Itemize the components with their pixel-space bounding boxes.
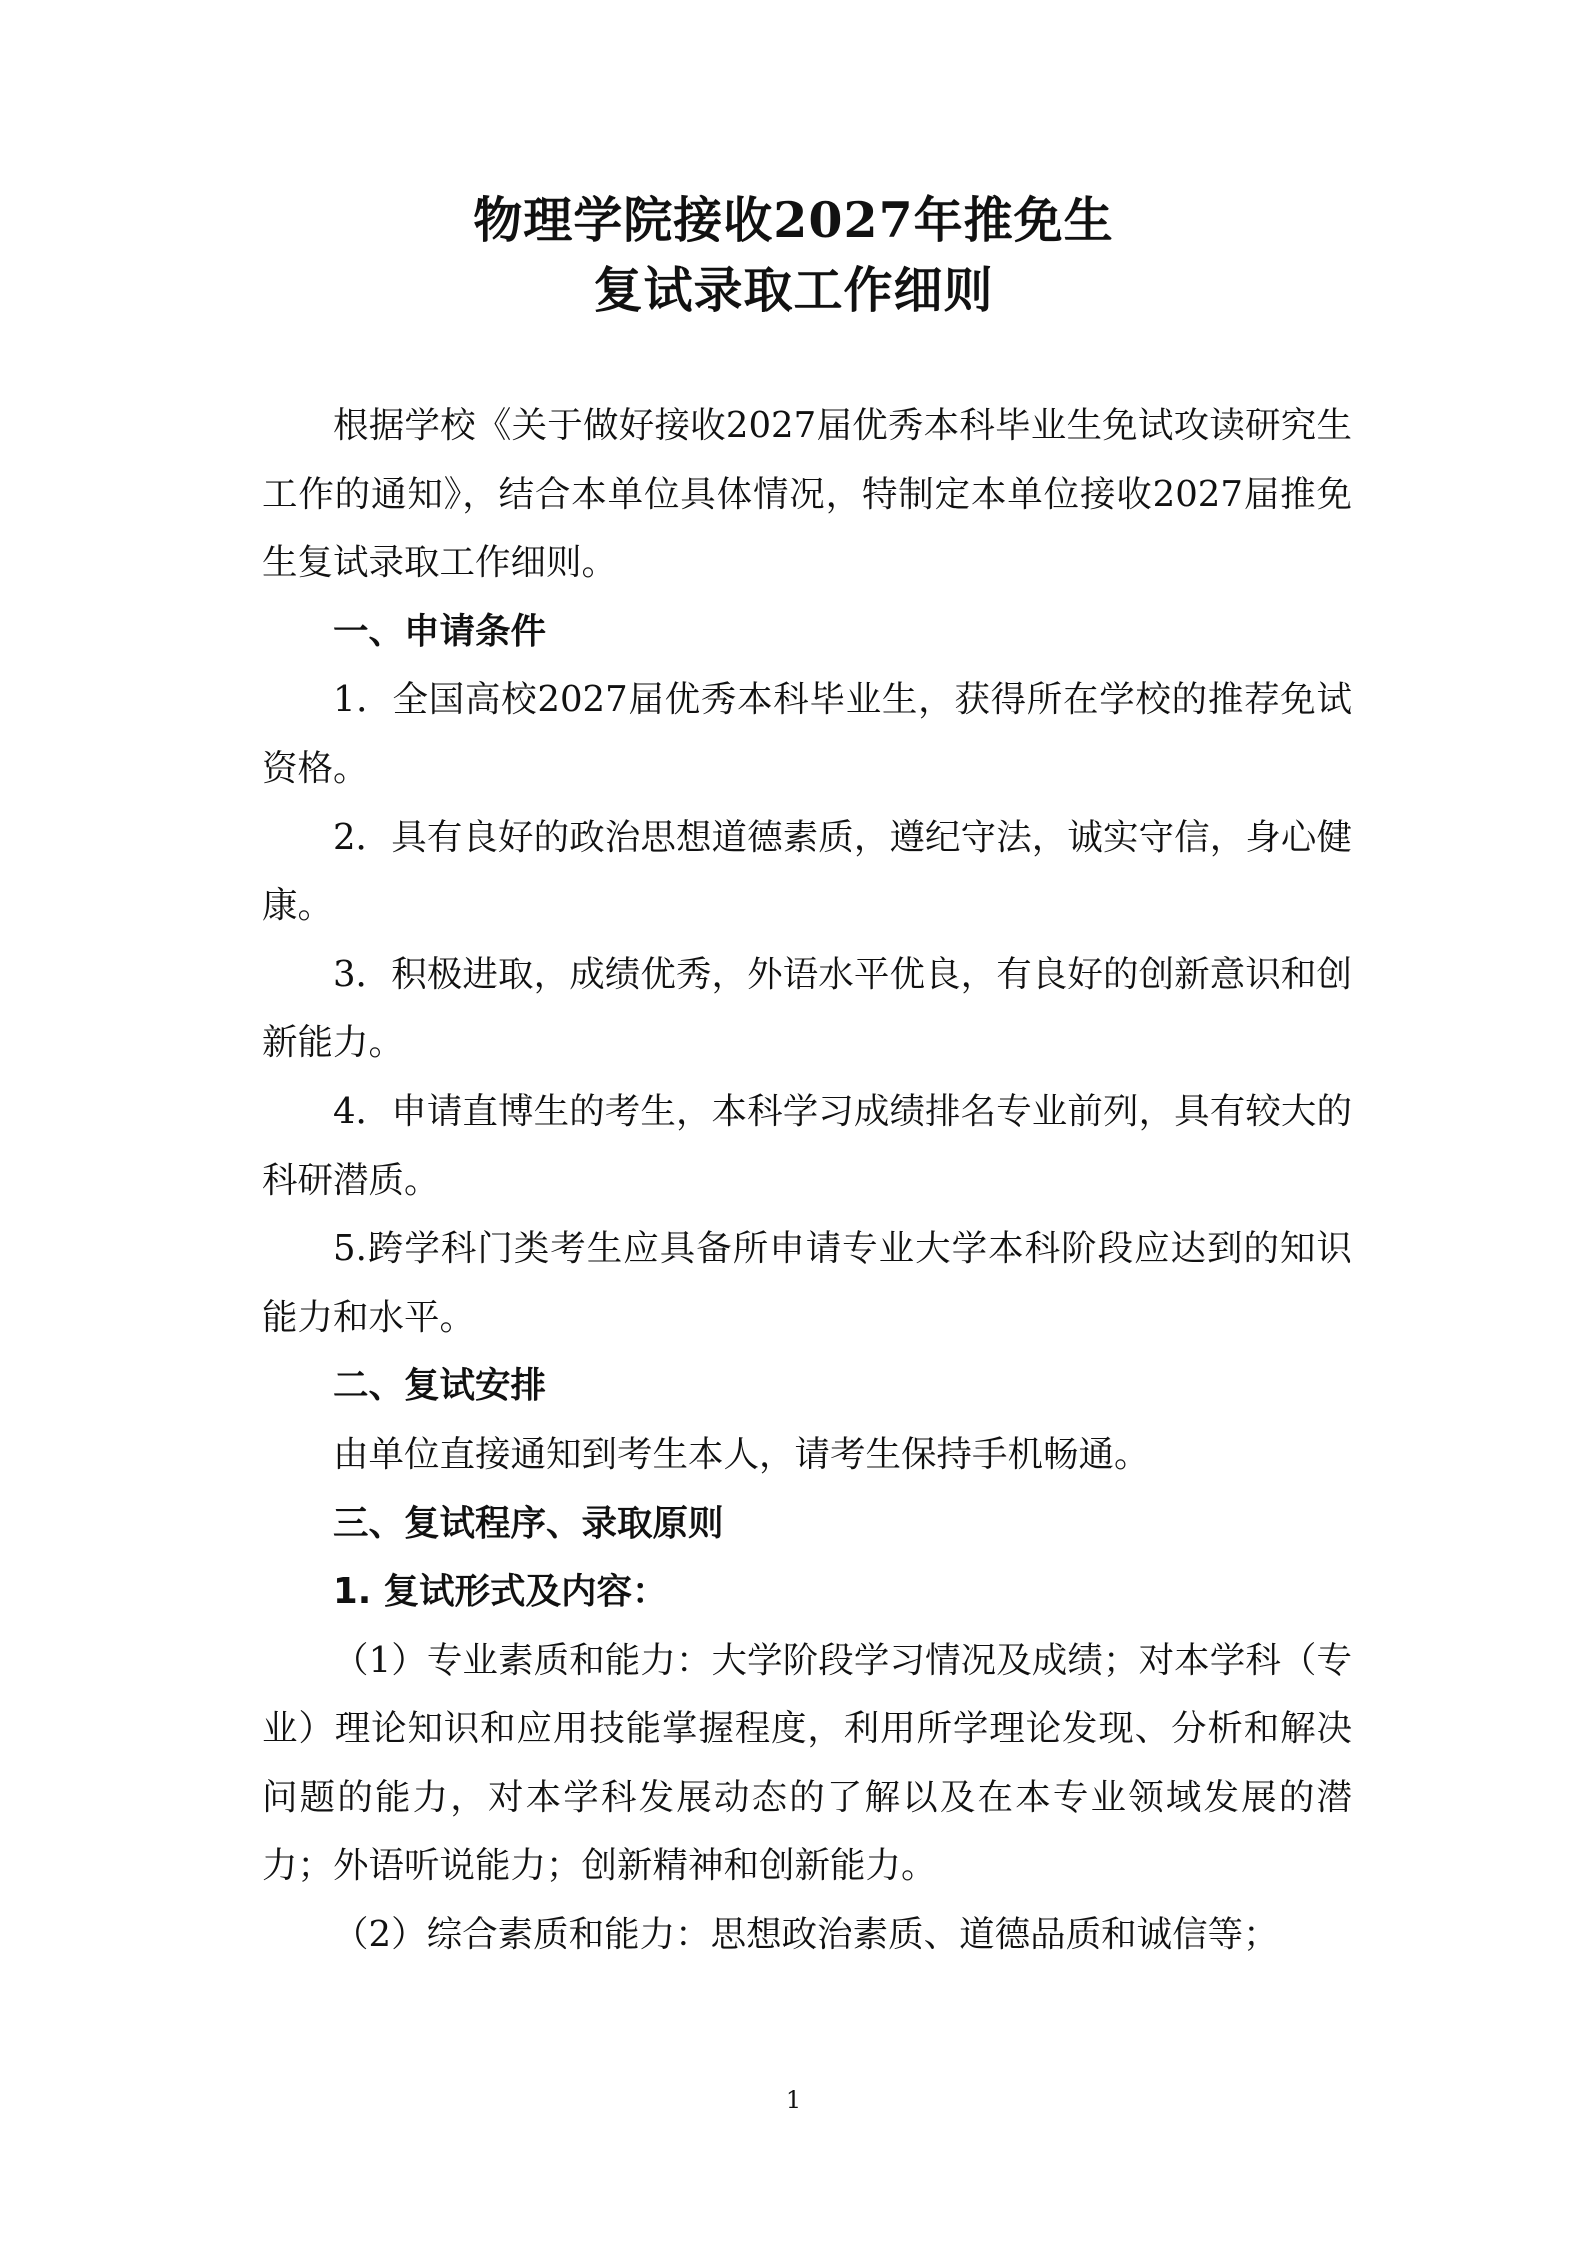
document-title-line-1: 物理学院接收2027年推免生: [473, 191, 1114, 249]
condition-item-3: 3．积极进取，成绩优秀，外语水平优良，有良好的创新意识和创新能力。: [262, 953, 1352, 1064]
reexam-format-item-2: （2）综合素质和能力：思想政治素质、道德品质和诚信等；: [333, 1914, 1279, 1956]
condition-item-2: 2．具有良好的政治思想道德素质，遵纪守法，诚实守信，身心健康。: [262, 816, 1352, 927]
subheading-reexam-format: 1. 复试形式及内容：: [333, 1571, 668, 1613]
document-body: [262, 392, 1352, 1970]
reexam-arrangement-paragraph: 由单位直接通知到考生本人，请考生保持手机畅通。: [333, 1433, 1150, 1475]
section-heading-application-conditions: 一、申请条件: [333, 610, 547, 652]
condition-item-5: 5.跨学科门类考生应具备所申请专业大学本科阶段应达到的知识能力和水平。: [262, 1228, 1352, 1338]
condition-item-1: 1．全国高校2027届优秀本科毕业生，获得所在学校的推荐免试资格。: [262, 679, 1352, 789]
condition-item-4: 4．申请直博生的考生，本科学习成绩排名专业前列，具有较大的科研潜质。: [262, 1090, 1352, 1201]
reexam-format-item-1: （1）专业素质和能力：大学阶段学习情况及成绩；对本学科（专业）理论知识和应用技能掌握程度，利用所学理论发现、分析和解决问题的能力，对本学科发展动态的了解以及在本专业领域发展的潜力；外语听说能力；创新精神和创新能力。: [262, 1639, 1352, 1887]
page-number: 1: [785, 2086, 802, 2114]
document-title-line-2: 复试录取工作细则: [593, 261, 994, 319]
section-heading-reexam-arrangement: 二、复试安排: [333, 1365, 547, 1407]
intro-paragraph: 根据学校《关于做好接收2027届优秀本科毕业生免试攻读研究生工作的通知》，结合本单位具体情况，特制定本单位接收2027届推免生复试录取工作细则。: [262, 405, 1352, 584]
section-heading-reexam-procedure: 三、复试程序、录取原则: [333, 1502, 724, 1544]
